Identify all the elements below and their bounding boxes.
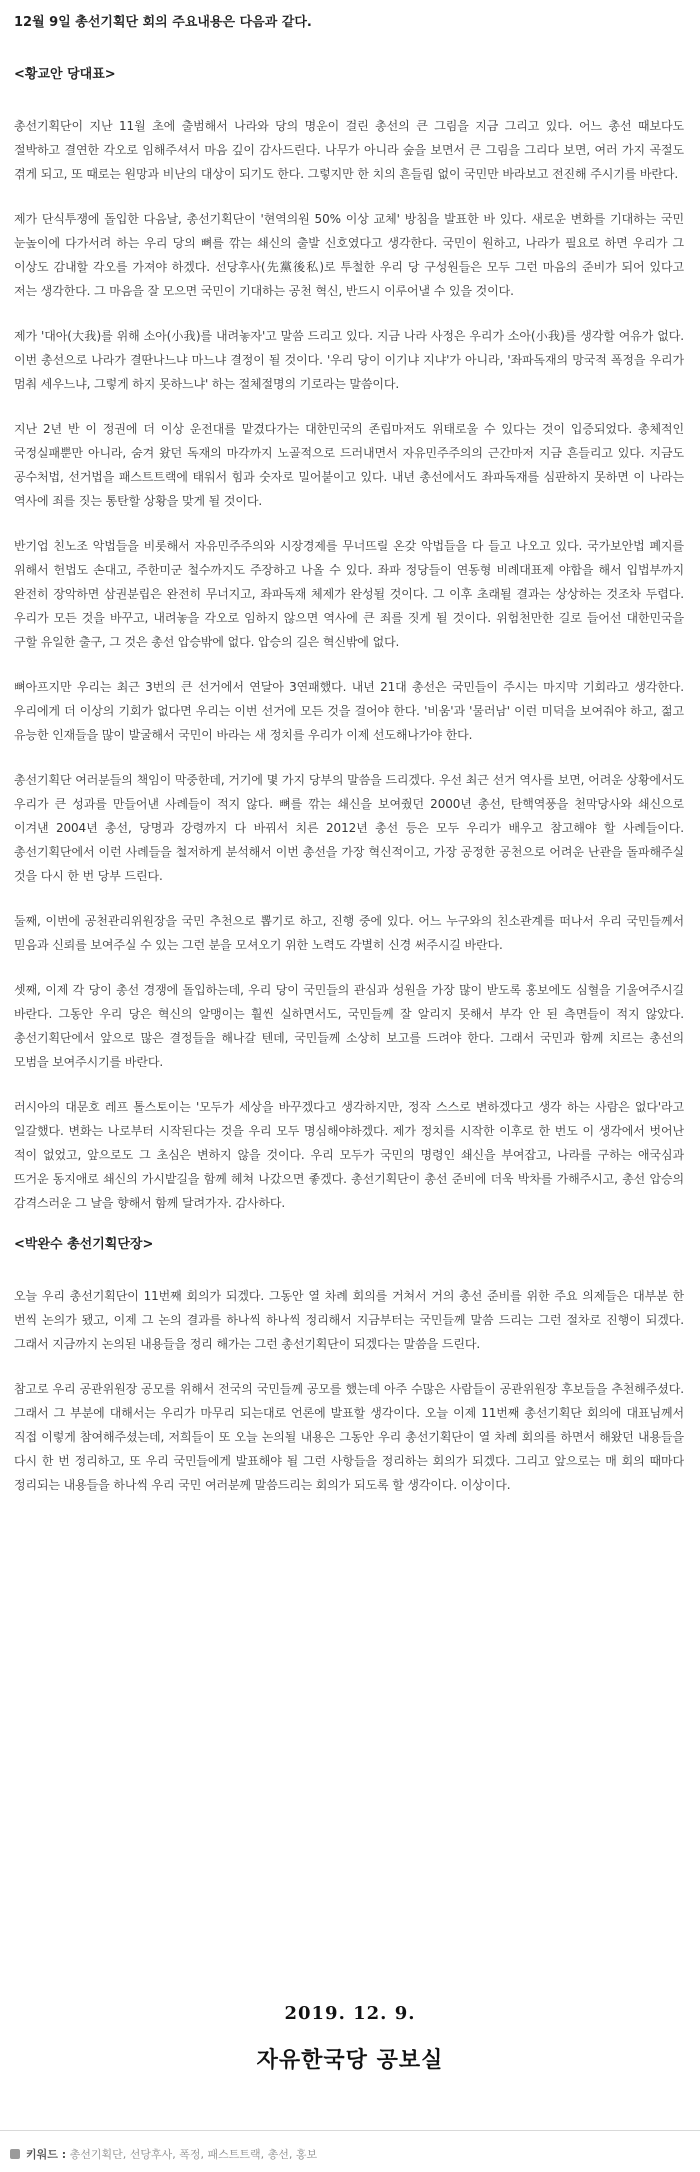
release-date: 2019. 12. 9. [284, 2003, 416, 2024]
divider [0, 2130, 700, 2131]
paragraph: 제가 단식투쟁에 돌입한 다음날, 총선기획단이 '현역의원 50% 이상 교체' 방침을 발표한 바 있다. 새로운 변화를 기대하는 국민 눈높이에 다가서려 하는 우리 당의 뼈를 깎는 쇄신의 출발 신호였다고 생각한다. 국민이 원하고, 나라가 필요로 하면 우리가 그 이상도 감내할 각오를 가져야 하겠다. 선당후사(先黨後私)로 투철한 우리 당 구성원들은 모두 그런 마음의 준비가 되어 있다고 저는 생각한다. 그 마음을 잘 모으면 국민이 기대하는 공천 혁신, 반드시 이루어낼 수 있을 것이다. [14, 212, 684, 298]
paragraph: 러시아의 대문호 레프 톨스토이는 '모두가 세상을 바꾸겠다고 생각하지만, 정작 스스로 변하겠다고 생각 하는 사람은 없다'라고 일갈했다. 변화는 나로부터 시작된다는 것을 우리 모두 명심해야하겠다. 제가 정치를 시작한 이후로 한 번도 이 생각에서 벗어난 적이 없었고, 앞으로도 그 초심은 변하지 않을 것이다. 우리 모두가 국민의 명령인 쇄신을 부여잡고, 나라를 구하는 애국심과 뜨거운 동지애로 쇄신의 가시밭길을 함께 헤쳐 나갔으면 좋겠다. 총선기획단이 총선 준비에 더욱 박차를 가해주시고, 총선 압승의 감격스러운 그 날을 향해서 함께 달려가자. 감사하다. [14, 1100, 684, 1210]
paragraph: 오늘 우리 총선기획단이 11번째 회의가 되겠다. 그동안 열 차례 회의를 거쳐서 거의 총선 준비를 위한 주요 의제들은 대부분 한 번씩 논의가 됐고, 이제 그 논의 결과를 하나씩 하나씩 정리해서 지금부터는 국민들께 말씀 드리는 그런 절차로 진행이 되겠다. 그래서 지금까지 논의된 내용들을 정리 해가는 그런 총선기획단이 되겠다는 말씀을 드린다. [14, 1289, 684, 1351]
section-campaign-chief [14, 1236, 684, 1497]
paragraph: 참고로 우리 공관위원장 공모를 위해서 전국의 국민들께 공모를 했는데 아주 수많은 사람들이 공관위원장 후보들을 추천해주셨다. 그래서 그 부분에 대해서는 우리가 마무리 되는대로 언론에 발표할 생각이다. 오늘 이제 11번째 총선기획단 회의에 대표님께서 직접 이렇게 참여해주셨는데, 저희들이 또 오늘 논의될 내용은 그동안 우리 총선기획단이 열 차례 회의를 하면서 해왔던 내용들을 다시 한 번 정리하고, 또 우리 국민들에게 발표해야 될 그런 사항들을 정리하는 회의가 되겠다. 그리고 앞으로는 매 회의 때마다 정리되는 내용들을 하나씩 우리 국민 여러분께 말씀드리는 회의가 되도록 할 생각이다. 이상이다. [14, 1382, 684, 1492]
section-party-leader [14, 66, 684, 1215]
paragraph: 지난 2년 반 이 정권에 더 이상 운전대를 맡겼다가는 대한민국의 존립마저도 위태로울 수 있다는 것이 입증되었다. 총체적인 국정실패뿐만 아니라, 숨겨 왔던 독재의 마각까지 노골적으로 드러내면서 자유민주주의의 근간마저 지금 흔들리고 있다. 지금도 공수처법, 선거법을 패스트트랙에 태워서 힘과 숫자로 밀어붙이고 있다. 내년 총선에서도 좌파독재를 심판하지 못하면 이 나라는 역사에 죄를 짓는 통탄할 상황을 맞게 될 것이다. [14, 422, 684, 508]
keyword-bullet-icon [10, 2149, 20, 2159]
section-heading: <박완수 총선기획단장> [14, 1237, 154, 1252]
paragraph: 총선기획단 여러분들의 책임이 막중한데, 거기에 몇 가지 당부의 말씀을 드리겠다. 우선 최근 선거 역사를 보면, 어려운 상황에서도 우리가 큰 성과를 만들어낸 사례들이 적지 않다. 뼈를 깎는 쇄신을 보여줬던 2000년 총선, 탄핵역풍을 천막당사와 쇄신으로 이겨낸 2004년 총선, 당명과 강령까지 다 바꿔서 치른 2012년 총선 등은 모두 우리가 배우고 참고해야 할 사례들이다. 총선기획단에서 이런 사례들을 철저하게 분석해서 이번 총선을 가장 혁신적이고, 가장 공정한 공천으로 어려운 난관을 돌파해주실 것을 다시 한 번 당부 드린다. [14, 773, 684, 883]
keywords-list: 총선기획단, 선당후사, 폭정, 패스트트랙, 총선, 홍보 [69, 2148, 318, 2161]
paragraph: 총선기획단이 지난 11월 초에 출범해서 나라와 당의 명운이 걸린 총선의 큰 그림을 지금 그리고 있다. 어느 총선 때보다도 절박하고 결연한 각오로 임해주셔서 마음 깊이 감사드린다. 나무가 아니라 숲을 보면서 큰 그림을 그리다 보면, 여러 가지 곡절도 겪게 되고, 또 때로는 원망과 비난의 대상이 되기도 한다. 그렇지만 한 치의 흔들림 없이 국민만 바라보고 전진해 주시기를 바란다. [14, 119, 684, 181]
keywords-bar [10, 2146, 317, 2162]
section-heading: <황교안 당대표> [14, 67, 116, 82]
paragraph: 제가 '대아(大我)를 위해 소아(小我)를 내려놓자'고 말씀 드리고 있다. 지금 나라 사정은 우리가 소아(小我)를 생각할 여유가 없다. 이번 총선으로 나라가 결딴나느냐 마느냐 결정이 될 것이다. '우리 당이 이기냐 지냐'가 아니라, '좌파독재의 망국적 폭정을 우리가 멈춰 세우느냐, 그렇게 하지 못하느냐' 하는 절체절명의 기로라는 말씀이다. [14, 329, 684, 391]
paragraph: 셋째, 이제 각 당이 총선 경쟁에 돌입하는데, 우리 당이 국민들의 관심과 성원을 가장 많이 받도록 홍보에도 심혈을 기울여주시길 바란다. 그동안 우리 당은 혁신의 알맹이는 훨씬 실하면서도, 국민들께 잘 알리지 못해서 부각 안 된 측면들이 적지 않았다. 총선기획단에서 앞으로 많은 결정들을 해나갈 텐데, 국민들께 소상히 보고를 드려야 한다. 그래서 국민과 함께 치르는 총선의 모범을 보여주시기를 바란다. [14, 983, 684, 1069]
document-body [14, 14, 684, 1518]
organization-name: 자유한국당 공보실 [256, 2048, 444, 2073]
paragraph: 둘째, 이번에 공천관리위원장을 국민 추천으로 뽑기로 하고, 진행 중에 있다. 어느 누구와의 친소관계를 떠나서 우리 국민들께서 믿음과 신뢰를 보여주실 수 있는 그런 분을 모셔오기 위한 노력도 각별히 신경 써주시길 바란다. [14, 914, 684, 952]
keywords-label: 키워드 : [26, 2148, 67, 2161]
intro-line: 12월 9일 총선기획단 회의 주요내용은 다음과 같다. [14, 15, 312, 30]
paragraph: 반기업 친노조 악법들을 비롯해서 자유민주주의와 시장경제를 무너뜨릴 온갖 악법들을 다 들고 나오고 있다. 국가보안법 폐지를 위해서 헌법도 손대고, 주한미군 철수까지도 주장하고 나올 수 있다. 좌파 정당들이 연동형 비례대표제 야합을 해서 입법부까지 완전히 장악하면 삼권분립은 완전히 무너지고, 좌파독재 체제가 완성될 것이다. 그 이후 초래될 결과는 상상하는 것조차 두렵다. 우리가 모든 것을 바꾸고, 내려놓을 각오로 임하지 않으면 역사에 큰 죄를 짓게 될 것이다. 위험천만한 길로 들어선 대한민국을 구할 유일한 출구, 그 것은 총선 압승밖에 없다. 압승의 길은 혁신밖에 없다. [14, 539, 684, 649]
paragraph: 뼈아프지만 우리는 최근 3번의 큰 선거에서 연달아 3연패했다. 내년 21대 총선은 국민들이 주시는 마지막 기회라고 생각한다. 우리에게 더 이상의 기회가 없다면 우리는 이번 선거에 모든 것을 걸어야 한다. '비움'과 '물러남' 이런 미덕을 보여줘야 하고, 젊고 유능한 인재들을 많이 발굴해서 국민이 바라는 새 정치를 우리가 이제 선도해나가야 한다. [14, 680, 684, 742]
